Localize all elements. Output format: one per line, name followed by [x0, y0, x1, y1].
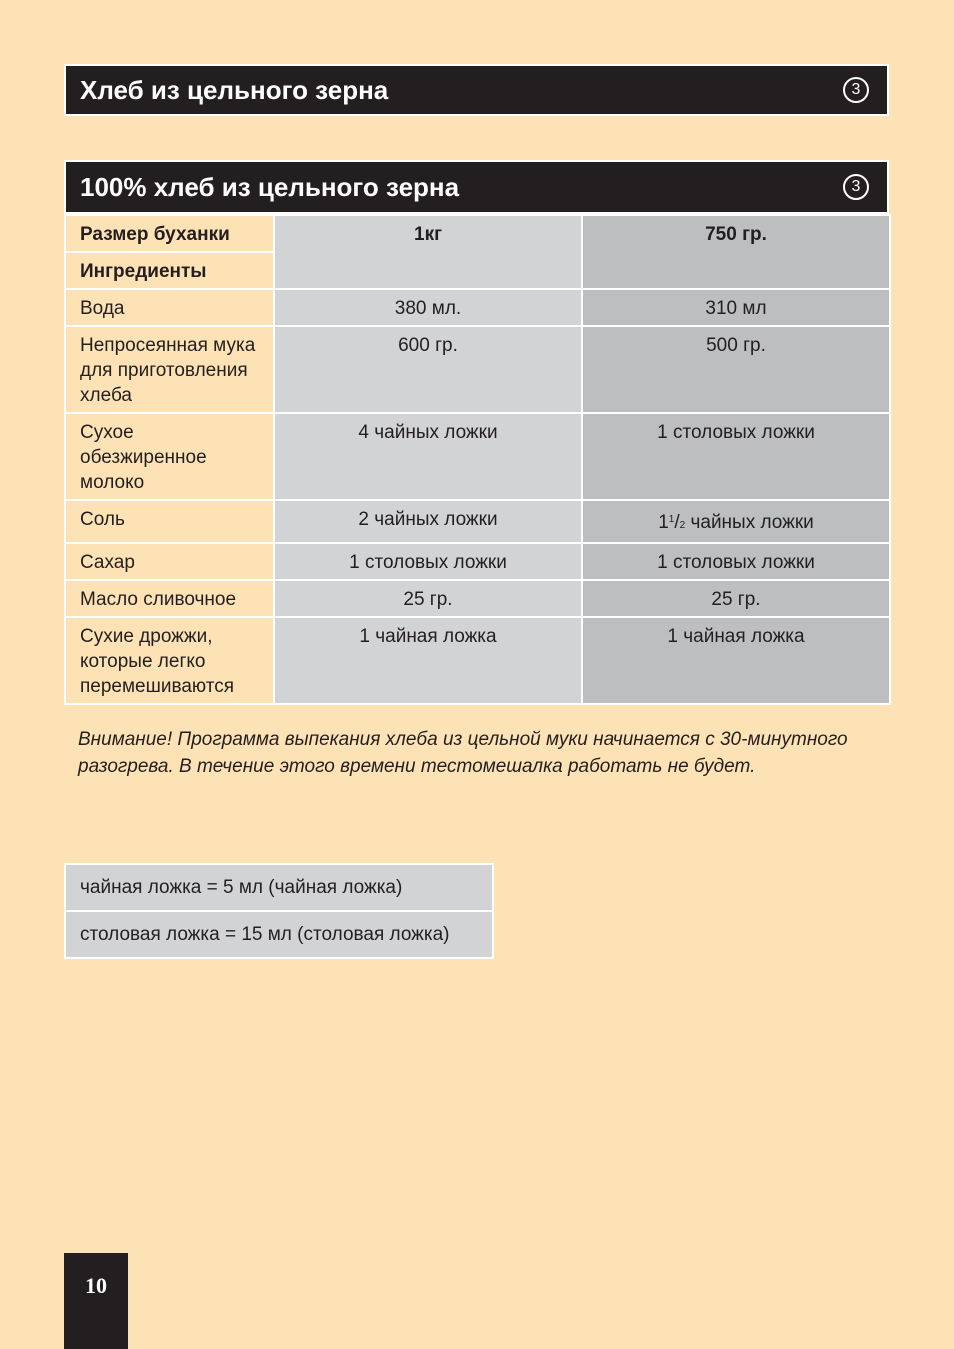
- warning-note: Внимание! Программа выпекания хлеба из цельной муки начинается с 30-минутного разогрева. В течение этого времени тестомешалка работать не будет.: [78, 729, 848, 777]
- ingredient-amount-1kg: 380 мл.: [274, 289, 582, 326]
- section-title: Хлеб из цельного зерна: [80, 74, 389, 105]
- recipe-table-block: [64, 160, 889, 705]
- ingredient-amount-1kg: 1 чайная ложка: [274, 617, 582, 704]
- ingredient-amount-750g: $1^1/2$ чайных ложки: [582, 500, 890, 543]
- recipe-program-badge: 3: [843, 174, 869, 200]
- loaf-size-label: Размер буханки: [65, 215, 274, 252]
- ingredient-name: Вода: [65, 289, 274, 326]
- ingredient-name: Соль: [65, 500, 274, 543]
- table-row: [65, 911, 493, 958]
- ingredient-name: Сухие дрожжи, которые легко перемешиваются: [65, 617, 274, 704]
- ingredient-amount-750g: 25 гр.: [582, 580, 890, 617]
- ingredient-name: Сахар: [65, 543, 274, 580]
- table-row: [65, 326, 890, 413]
- ingredient-amount-750g: 1 столовых ложки: [582, 413, 890, 500]
- table-row: [65, 413, 890, 500]
- table-row: [65, 215, 890, 252]
- teaspoon-unit: чайная ложка = 5 мл (чайная ложка): [65, 864, 493, 911]
- ingredients-label: Ингредиенты: [65, 252, 274, 289]
- ingredient-name: Непросеянная мука для приготовления хлеба: [65, 326, 274, 413]
- table-row: [65, 864, 493, 911]
- tablespoon-unit: столовая ложка = 15 мл (столовая ложка): [65, 911, 493, 958]
- recipe-title-bar: [64, 160, 889, 214]
- recipe-title: 100% хлеб из цельного зерна: [80, 171, 460, 202]
- table-row: [65, 543, 890, 580]
- column-header-1kg: 1кг: [274, 215, 582, 289]
- ingredient-amount-1kg: 1 столовых ложки: [274, 543, 582, 580]
- ingredient-amount-750g: 1 чайная ложка: [582, 617, 890, 704]
- section-title-bar: [64, 64, 889, 116]
- ingredient-amount-1kg: 600 гр.: [274, 326, 582, 413]
- units-table: [64, 863, 494, 959]
- table-row: [65, 289, 890, 326]
- page-number: 10: [64, 1253, 128, 1349]
- ingredient-amount-1kg: 4 чайных ложки: [274, 413, 582, 500]
- table-row: [65, 500, 890, 543]
- table-row: [65, 580, 890, 617]
- ingredient-amount-1kg: 2 чайных ложки: [274, 500, 582, 543]
- ingredient-amount-750g: 1 столовых ложки: [582, 543, 890, 580]
- ingredient-amount-750g: 500 гр.: [582, 326, 890, 413]
- ingredient-name: Масло сливочное: [65, 580, 274, 617]
- ingredient-amount-1kg: 25 гр.: [274, 580, 582, 617]
- table-row: [65, 617, 890, 704]
- program-number-badge: 3: [843, 77, 869, 103]
- ingredient-amount-750g: 310 мл: [582, 289, 890, 326]
- column-header-750g: 750 гр.: [582, 215, 890, 289]
- fraction-amount: $1^1/2$: [658, 512, 686, 533]
- ingredient-name: Сухое обезжиренное молоко: [65, 413, 274, 500]
- recipe-table: [64, 214, 891, 705]
